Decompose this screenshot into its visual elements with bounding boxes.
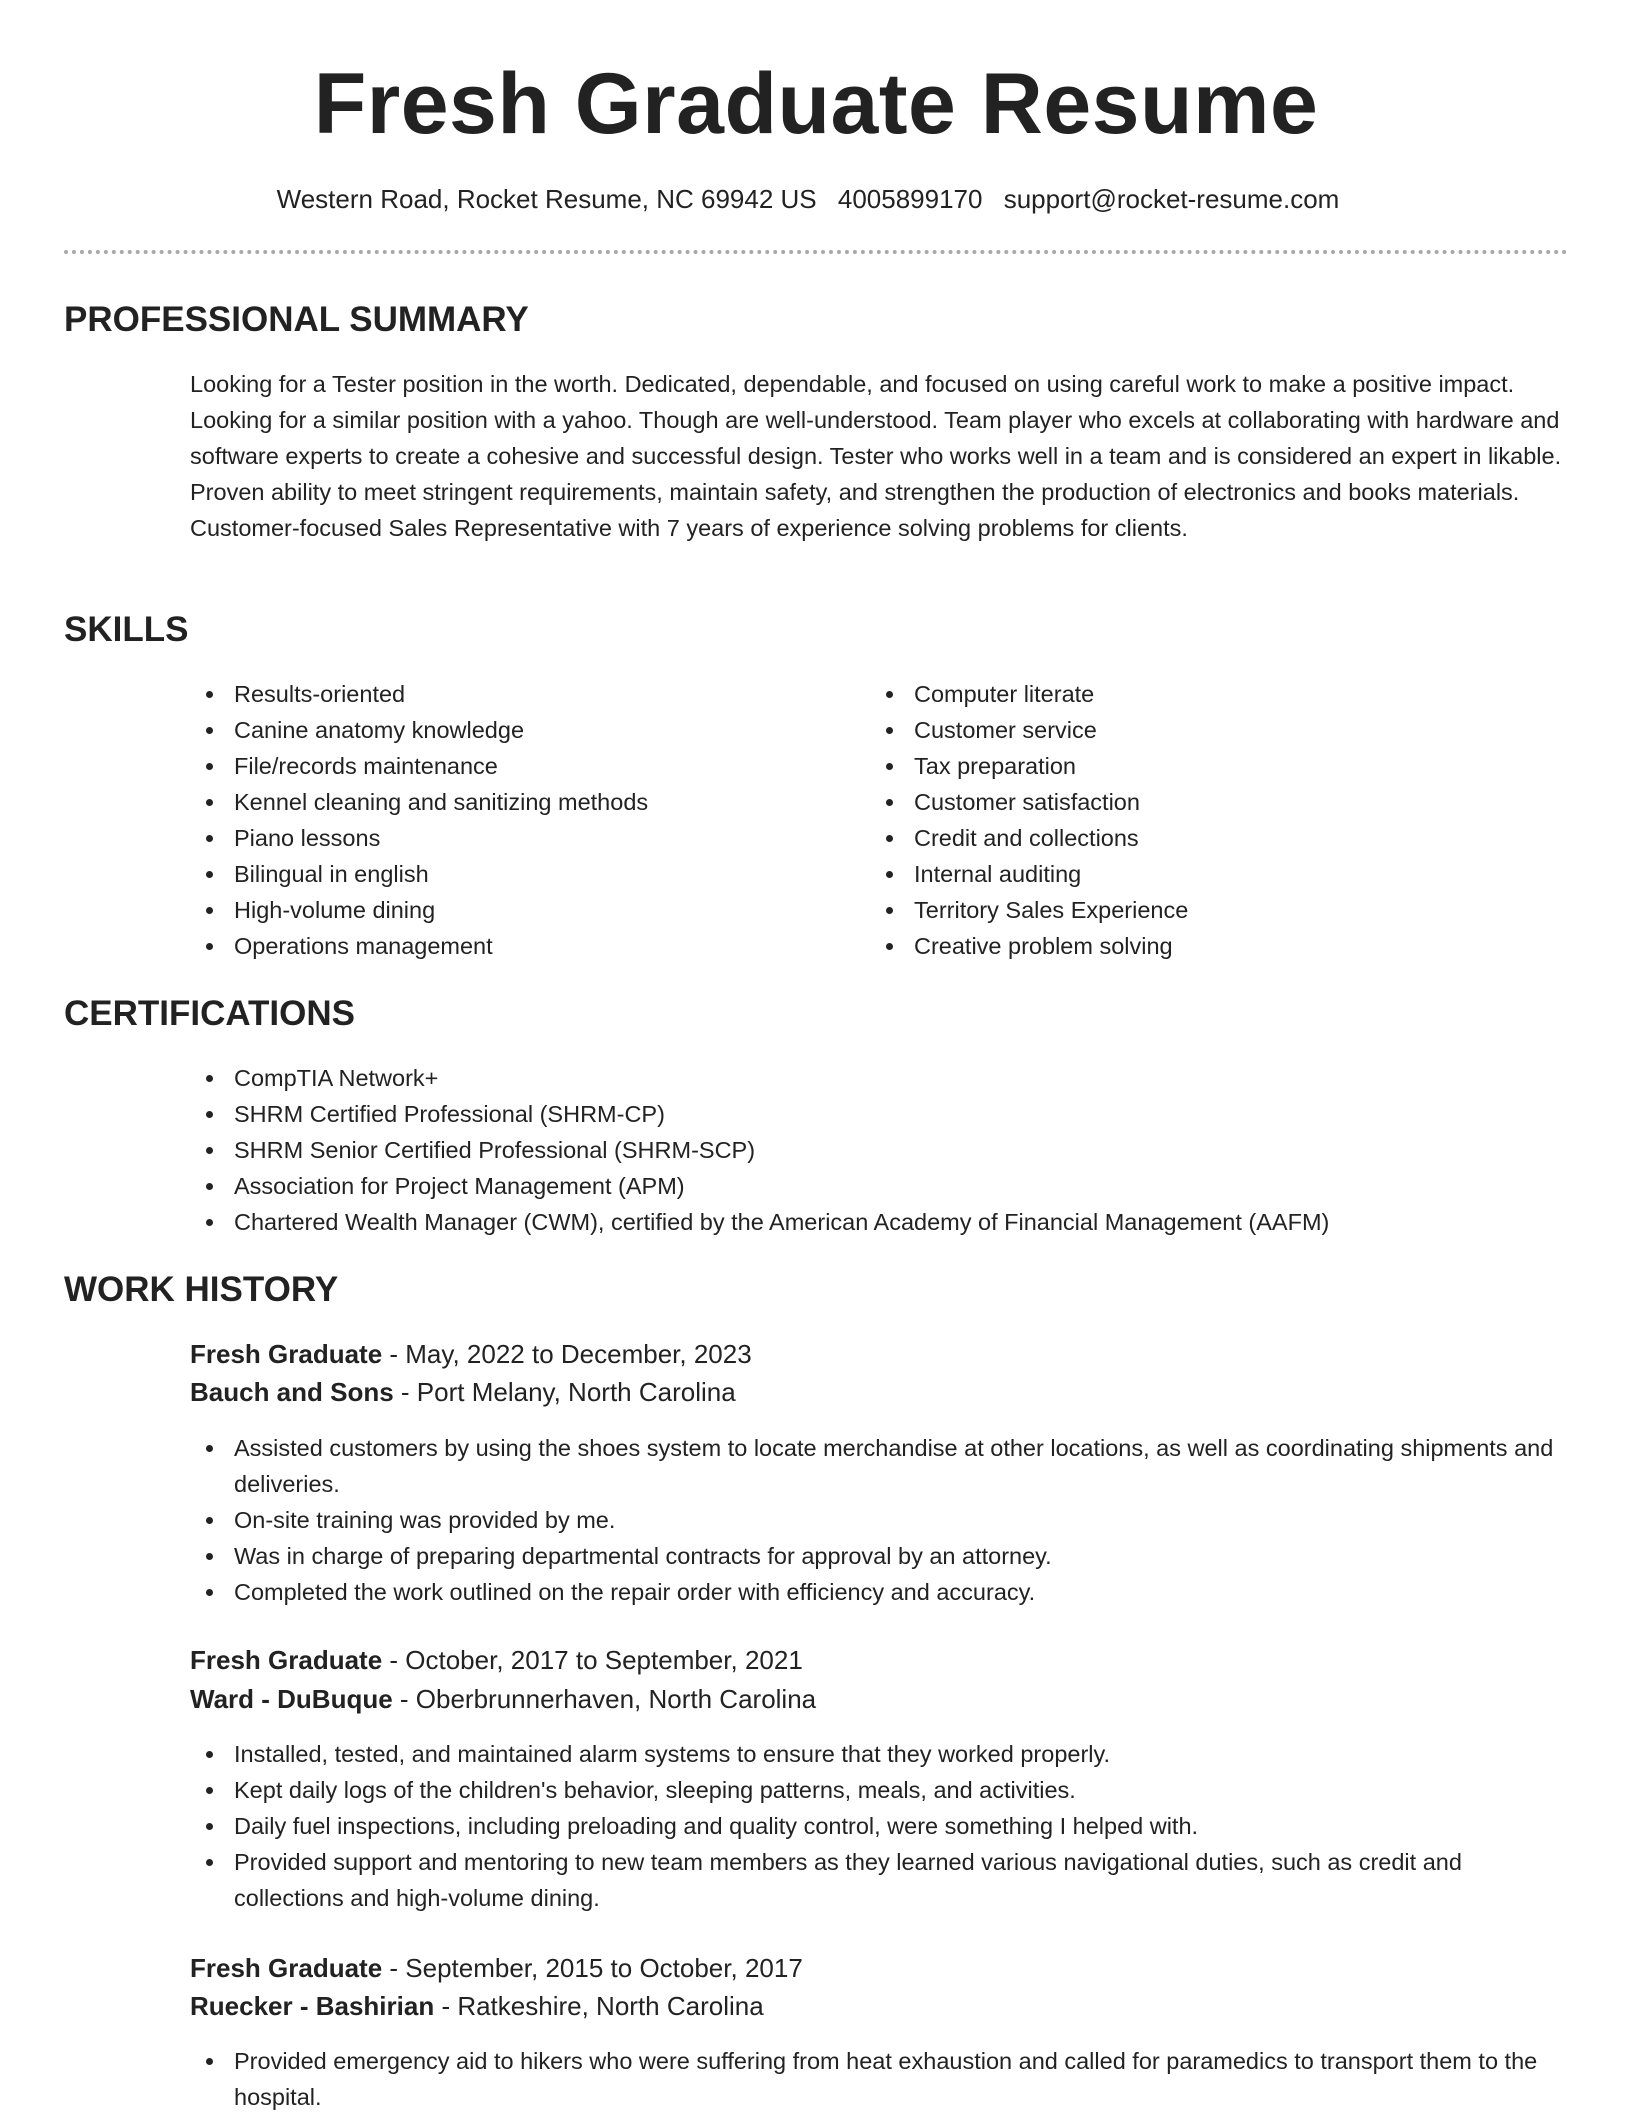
certification-item: Chartered Wealth Manager (CWM), certified by the American Academy of Financial Management (AAFM) bbox=[190, 1204, 1570, 1240]
job-duty: Assisted customers by using the shoes system to locate merchandise at other locations, as well as coordinating shipments and deliveries. bbox=[190, 1430, 1570, 1502]
job-title: Fresh Graduate bbox=[190, 1339, 383, 1369]
certifications-list bbox=[190, 1060, 1570, 1240]
contact-address: Western Road, Rocket Resume, NC 69942 US bbox=[276, 184, 817, 214]
job-company-line bbox=[190, 1987, 1570, 2025]
certification-item: CompTIA Network+ bbox=[190, 1060, 1570, 1096]
job-duty: Kept daily logs of the children's behavior, sleeping patterns, meals, and activities. bbox=[190, 1772, 1570, 1808]
certification-item: SHRM Senior Certified Professional (SHRM-SCP) bbox=[190, 1132, 1570, 1168]
job-title-line bbox=[190, 1641, 1570, 1679]
job-duty: On-site training was provided by me. bbox=[190, 1502, 1570, 1538]
skill-item: Territory Sales Experience bbox=[870, 892, 1550, 928]
skill-item: Computer literate bbox=[870, 676, 1550, 712]
job-duty: Installed, tested, and maintained alarm systems to ensure that they worked properly. bbox=[190, 1736, 1570, 1772]
skill-item: Bilingual in english bbox=[190, 856, 830, 892]
job-title: Fresh Graduate bbox=[190, 1953, 383, 1983]
certification-item: SHRM Certified Professional (SHRM-CP) bbox=[190, 1096, 1570, 1132]
skill-item: File/records maintenance bbox=[190, 748, 830, 784]
job-company: Bauch and Sons bbox=[190, 1377, 394, 1407]
job-dates: - May, 2022 to December, 2023 bbox=[382, 1339, 752, 1369]
skill-item: Tax preparation bbox=[870, 748, 1550, 784]
contact-line bbox=[0, 182, 1616, 216]
job-title-line bbox=[190, 1335, 1570, 1373]
job-company: Ward - DuBuque bbox=[190, 1684, 393, 1714]
certification-item: Association for Project Management (APM) bbox=[190, 1168, 1570, 1204]
skills-heading: SKILLS bbox=[64, 610, 189, 649]
job-location: - Ratkeshire, North Carolina bbox=[434, 1991, 764, 2021]
job-duties-list bbox=[190, 1736, 1570, 1916]
job-duty: Was in charge of preparing departmental contracts for approval by an attorney. bbox=[190, 1538, 1570, 1574]
job-company-line bbox=[190, 1373, 1570, 1411]
skill-item: Credit and collections bbox=[870, 820, 1550, 856]
header-divider bbox=[64, 250, 1568, 254]
resume-title: Fresh Graduate Resume bbox=[313, 56, 1319, 152]
skill-item: Piano lessons bbox=[190, 820, 830, 856]
job-company: Ruecker - Bashirian bbox=[190, 1991, 435, 2021]
job-dates: - October, 2017 to September, 2021 bbox=[382, 1645, 803, 1675]
job-duty: Provided support and mentoring to new team members as they learned various navigational duties, such as credit and collections and high-volume dining. bbox=[190, 1844, 1570, 1916]
job-title-line bbox=[190, 1949, 1570, 1987]
job-location: - Port Melany, North Carolina bbox=[393, 1377, 736, 1407]
skills-list-left bbox=[190, 676, 830, 964]
contact-email: support@rocket-resume.com bbox=[1003, 184, 1340, 214]
job-duties-list bbox=[190, 2043, 1570, 2115]
job-dates: - September, 2015 to October, 2017 bbox=[382, 1953, 803, 1983]
certifications-heading: CERTIFICATIONS bbox=[64, 994, 356, 1033]
skill-item: Creative problem solving bbox=[870, 928, 1550, 964]
contact-phone: 4005899170 bbox=[837, 184, 983, 214]
summary-text: Looking for a Tester position in the worth. Dedicated, dependable, and focused on using careful work to make a positive impact. Looking for a similar position with a yahoo. Though are well-understood. Team player who excels at collaborating with hardware and software experts to create a cohesive and successful design. Tester who works well in a team and is considered an expert in likable. Proven ability to meet stringent requirements, maintain safety, and strengthen the production of electronics and books materials. Customer-focused Sales Representative with 7 years of experience solving problems for clients. bbox=[190, 371, 1562, 541]
summary-heading: PROFESSIONAL SUMMARY bbox=[64, 300, 529, 339]
job-duty: Provided emergency aid to hikers who were suffering from heat exhaustion and called for paramedics to transport them to the hospital. bbox=[190, 2043, 1570, 2115]
skills-list-right bbox=[870, 676, 1550, 964]
work-history-heading: WORK HISTORY bbox=[64, 1270, 339, 1309]
skill-item: Results-oriented bbox=[190, 676, 830, 712]
job-duties-list bbox=[190, 1430, 1570, 1610]
skill-item: Customer service bbox=[870, 712, 1550, 748]
job-duty: Daily fuel inspections, including preloading and quality control, were something I helped with. bbox=[190, 1808, 1570, 1844]
skill-item: Operations management bbox=[190, 928, 830, 964]
skill-item: Customer satisfaction bbox=[870, 784, 1550, 820]
job-title: Fresh Graduate bbox=[190, 1645, 383, 1675]
job-company-line bbox=[190, 1680, 1570, 1718]
skill-item: Kennel cleaning and sanitizing methods bbox=[190, 784, 830, 820]
job-location: - Oberbrunnerhaven, North Carolina bbox=[392, 1684, 817, 1714]
skill-item: High-volume dining bbox=[190, 892, 830, 928]
skill-item: Canine anatomy knowledge bbox=[190, 712, 830, 748]
skill-item: Internal auditing bbox=[870, 856, 1550, 892]
job-duty: Completed the work outlined on the repair order with efficiency and accuracy. bbox=[190, 1574, 1570, 1610]
